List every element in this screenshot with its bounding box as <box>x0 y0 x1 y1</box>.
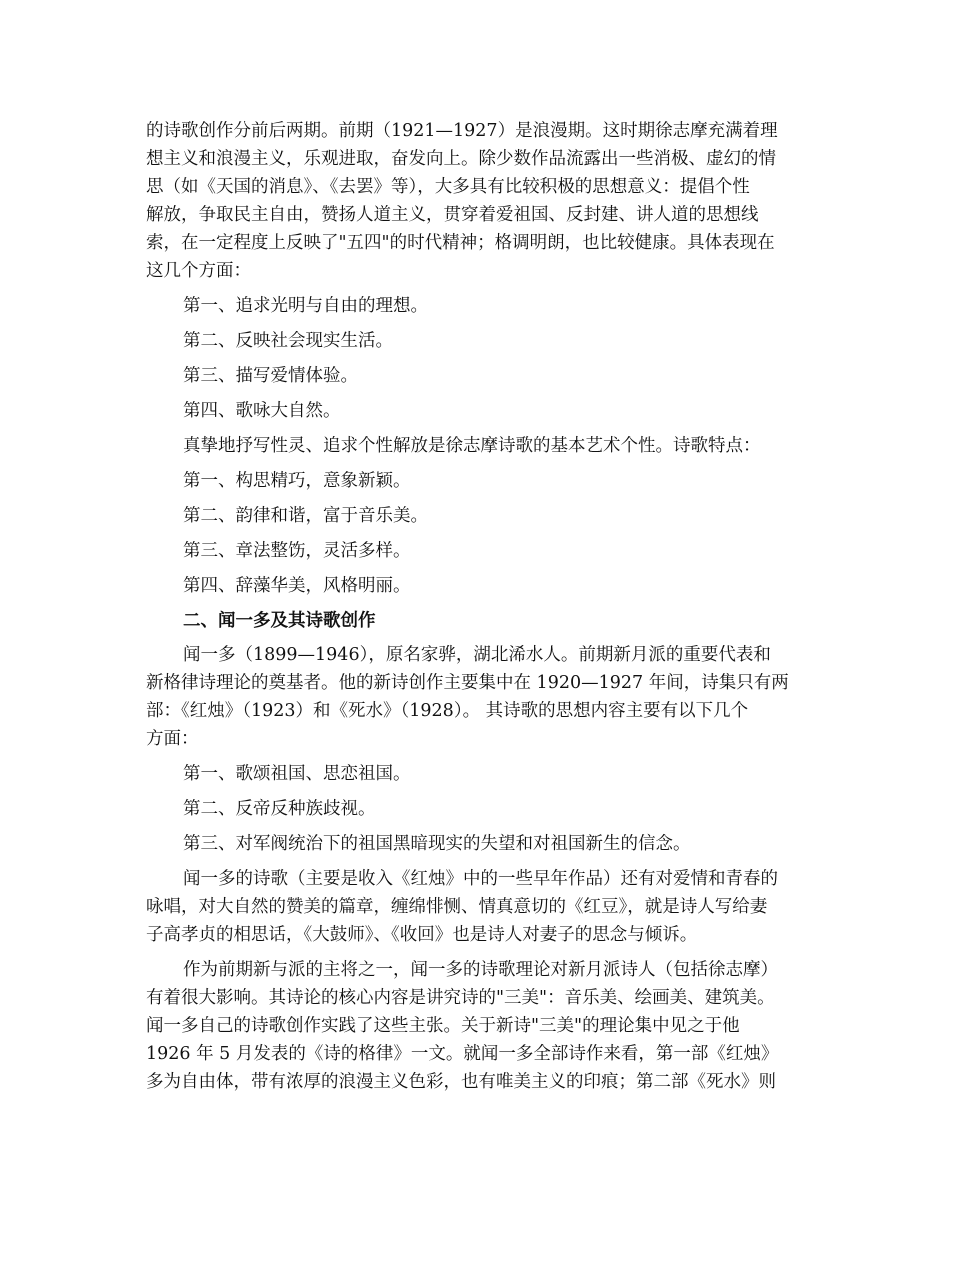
wen-themes-list <box>146 760 836 858</box>
text-line: 1926 年 5 月发表的《诗的格律》一文。就闻一多全部诗作来看，第一部《红烛》 <box>146 1044 779 1064</box>
list-item: 第一、构思精巧，意象新颖。 <box>183 471 411 491</box>
list-item: 第四、歌咏大自然。 <box>183 401 341 421</box>
text-line: 闻一多自己的诗歌创作实践了这些主张。关于新诗"三美"的理论集中见之于他 <box>146 1016 740 1036</box>
list-item: 第三、描写爱情体验。 <box>183 366 358 386</box>
text-line: 思（如《天国的消息》、《去罢》等），大多具有比较积极的思想意义：提倡个性 <box>146 177 750 197</box>
text-line: 想主义和浪漫主义，乐观进取，奋发向上。除少数作品流露出一些消极、虚幻的情 <box>146 149 776 169</box>
wen-intro-paragraph <box>146 641 836 753</box>
xu-features-list <box>146 467 836 600</box>
text-line: 解放，争取民主自由，赞扬人道主义，贯穿着爱祖国、反封建、讲人道的思想线 <box>146 205 759 225</box>
xu-themes-list <box>146 292 836 425</box>
text-line: 新格律诗理论的奠基者。他的新诗创作主要集中在 1920—1927 年间，诗集只有两 <box>146 673 789 693</box>
text-line: 咏唱，对大自然的赞美的篇章，缠绵悱恻、情真意切的《红豆》，就是诗人写给妻 <box>146 897 768 917</box>
list-item: 第一、追求光明与自由的理想。 <box>183 296 428 316</box>
list-item: 第一、歌颂祖国、思恋祖国。 <box>183 764 411 784</box>
wen-theory-paragraph <box>146 956 836 1096</box>
text-line: 方面： <box>146 729 199 749</box>
text-line: 多为自由体，带有浓厚的浪漫主义色彩，也有唯美主义的印痕；第二部《死水》则 <box>146 1072 776 1092</box>
list-item: 第二、反映社会现实生活。 <box>183 331 393 351</box>
list-item: 第二、反帝反种族歧视。 <box>183 799 376 819</box>
xu-art-intro: 真挚地抒写性灵、追求个性解放是徐志摩诗歌的基本艺术个性。诗歌特点： <box>183 436 761 456</box>
list-item: 第四、辞藻华美，风格明丽。 <box>183 576 411 596</box>
list-item: 第三、章法整饬，灵活多样。 <box>183 541 411 561</box>
text-line: 闻一多的诗歌（主要是收入《红烛》中的一些早年作品）还有对爱情和青春的 <box>183 869 778 889</box>
paragraph-intro <box>146 117 836 285</box>
text-line: 闻一多（1899—1946），原名家骅，湖北浠水人。前期新月派的重要代表和 <box>183 645 771 665</box>
list-item: 第二、韵律和谐，富于音乐美。 <box>183 506 428 526</box>
wen-love-paragraph <box>146 865 836 949</box>
text-line: 有着很大影响。其诗论的核心内容是讲究诗的"三美"：音乐美、绘画美、建筑美。 <box>146 988 775 1008</box>
text-line: 索，在一定程度上反映了"五四"的时代精神；格调明朗，也比较健康。具体表现在 <box>146 233 775 253</box>
text-line: 作为前期新与派的主将之一，闻一多的诗歌理论对新月派诗人（包括徐志摩） <box>183 960 778 980</box>
document-page <box>146 117 836 1096</box>
text-line: 这几个方面： <box>146 261 251 281</box>
text-line: 部：《红烛》（1923）和《死水》（1928）。 其诗歌的思想内容主要有以下几个 <box>146 701 749 721</box>
text-line: 的诗歌创作分前后两期。前期（1921—1927）是浪漫期。这时期徐志摩充满着理 <box>146 121 778 141</box>
section-heading: 二、闻一多及其诗歌创作 <box>183 611 376 631</box>
text-line: 子高孝贞的相思话，《大鼓师》、《收回》也是诗人对妻子的思念与倾诉。 <box>146 925 698 945</box>
list-item: 第三、对军阀统治下的祖国黑暗现实的失望和对祖国新生的信念。 <box>183 834 691 854</box>
